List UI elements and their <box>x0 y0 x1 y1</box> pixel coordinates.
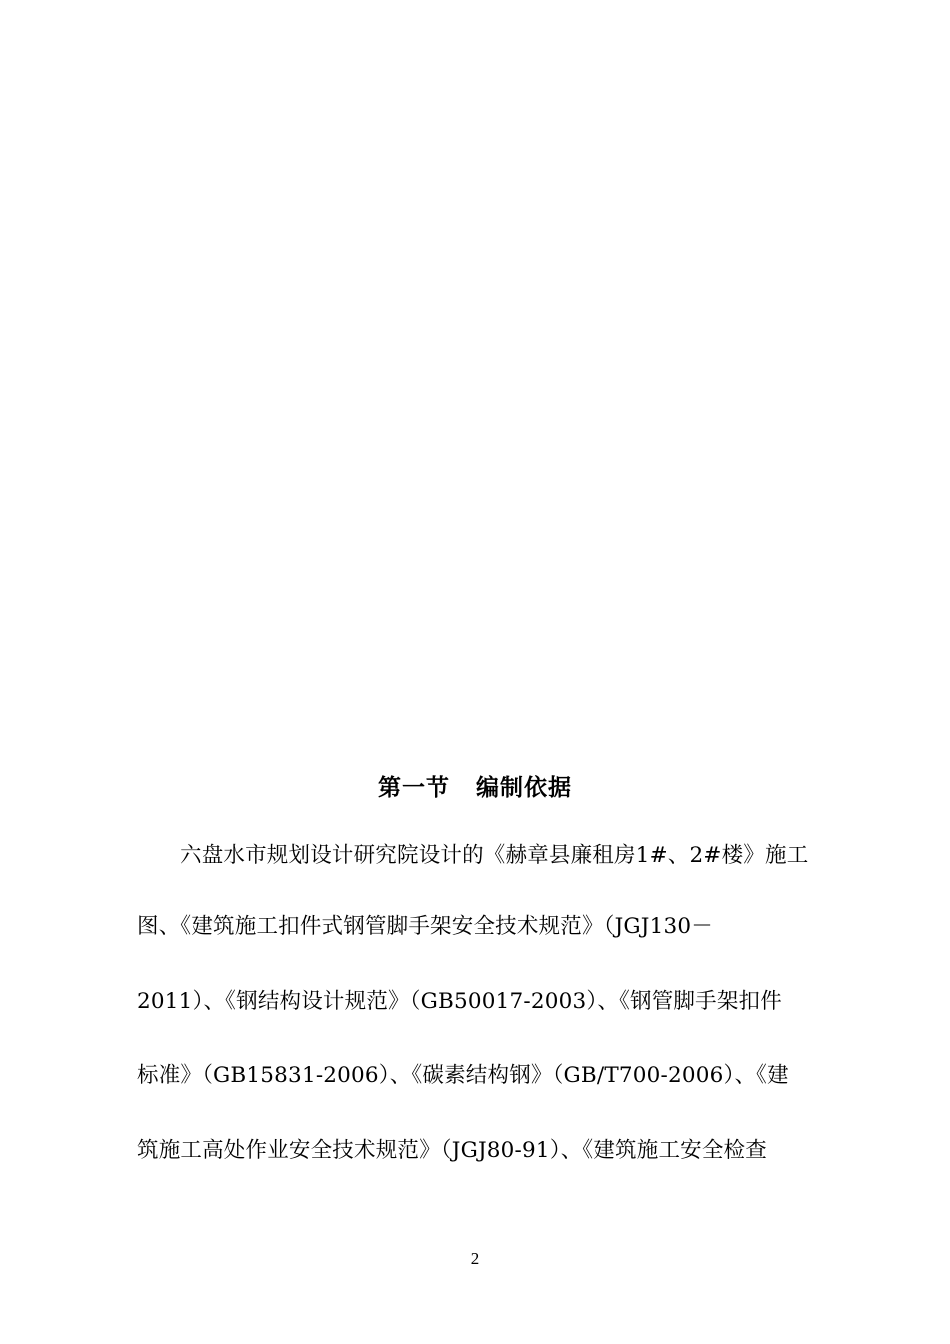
section-title: 编制依据 <box>476 775 572 801</box>
section-heading <box>0 770 950 806</box>
body-line-4: 标准》（GB15831-2006）、《碳素结构钢》（GB/T700-2006）、《建 <box>137 1063 789 1088</box>
body-line-5: 筑施工高处作业安全技术规范》（JGJ80-91）、《建筑施工安全检查 <box>137 1138 767 1163</box>
body-line-1: 六盘水市规划设计研究院设计的《赫章县廉租房1#、2#楼》施工 <box>180 843 809 868</box>
body-line-2: 图、《建筑施工扣件式钢管脚手架安全技术规范》（JGJ130－ <box>137 914 713 939</box>
body-line-3: 2011）、《钢结构设计规范》（GB50017-2003）、《钢管脚手架扣件 <box>137 989 782 1014</box>
section-number: 第一节 <box>378 775 450 801</box>
page-number: 2 <box>470 1249 480 1268</box>
